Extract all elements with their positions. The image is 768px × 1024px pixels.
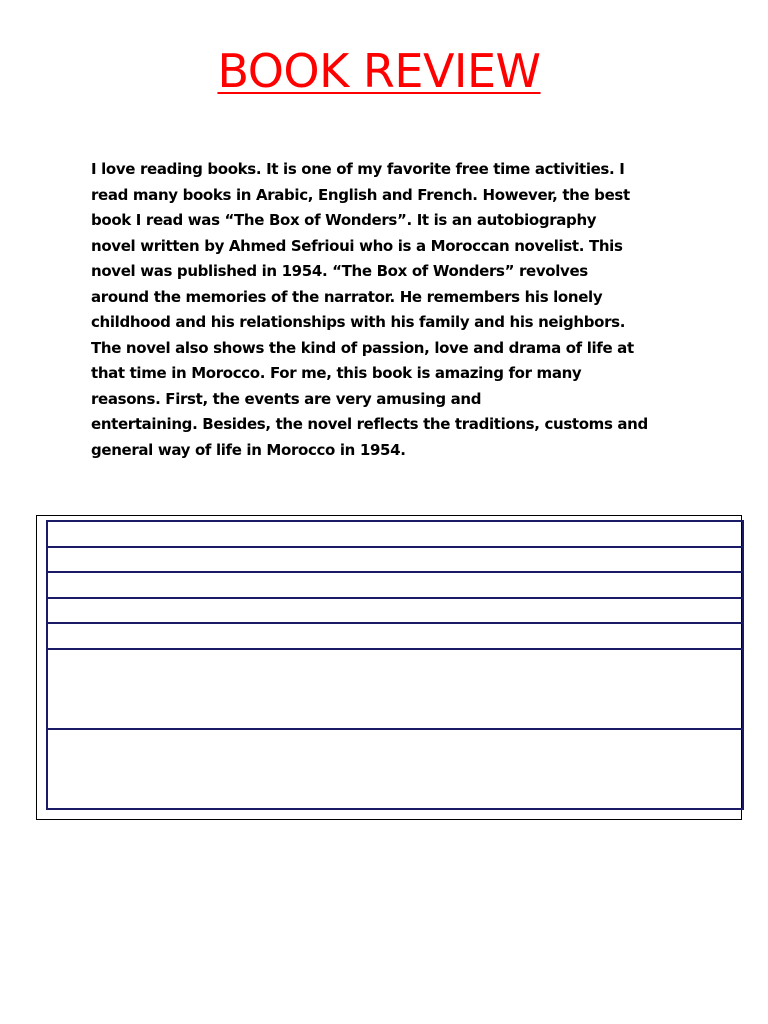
table-row (47, 572, 743, 598)
table-cell[interactable] (47, 649, 743, 729)
empty-table (46, 520, 744, 810)
review-line: The novel also shows the kind of passion, love and drama of life at (91, 338, 634, 357)
table-cell[interactable] (47, 547, 743, 573)
table-cell[interactable] (47, 598, 743, 624)
table-cell[interactable] (47, 623, 743, 649)
table-cell[interactable] (47, 729, 743, 809)
table-cell[interactable] (47, 572, 743, 598)
review-line: book I read was “The Box of Wonders”. It is an autobiography (91, 211, 597, 229)
table-row (47, 623, 743, 649)
table-row (47, 598, 743, 624)
table-row (47, 521, 743, 547)
review-line: novel written by Ahmed Sefrioui who is a Moroccan novelist. This (91, 236, 623, 255)
table-cell[interactable] (47, 521, 743, 547)
page-title (0, 40, 758, 102)
review-line: that time in Morocco. For me, this book is amazing for many (91, 364, 582, 382)
review-line: I love reading books. It is one of my favorite free time activities. I (91, 160, 625, 178)
review-line: childhood and his relationships with his family and his neighbors. (91, 313, 626, 331)
review-line: entertaining. Besides, the novel reflects the traditions, customs and (91, 415, 648, 433)
table-row (47, 547, 743, 573)
review-line: general way of life in Morocco in 1954. (91, 440, 406, 459)
review-line: read many books in Arabic, English and French. However, the best (91, 185, 630, 204)
review-line: novel was published in 1954. “The Box of Wonders” revolves (91, 262, 588, 280)
review-line: reasons. First, the events are very amusing and (91, 389, 482, 408)
table-row (47, 649, 743, 729)
table-row (47, 729, 743, 809)
page-title-text: BOOK REVIEW (217, 44, 541, 98)
review-paragraph (91, 157, 691, 463)
review-line: around the memories of the narrator. He remembers his lonely (91, 287, 603, 306)
